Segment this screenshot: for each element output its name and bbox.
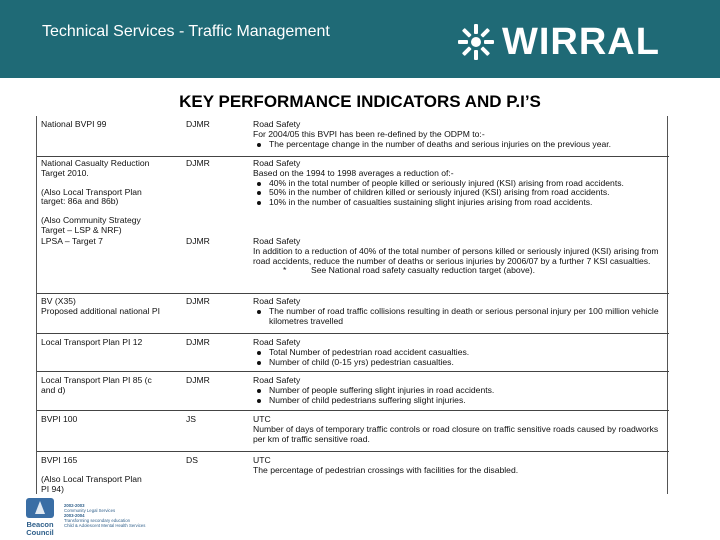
description-cell	[253, 338, 665, 367]
indicator-cell	[41, 120, 181, 130]
beacon-word-2: Council	[26, 528, 54, 537]
indicator-note: (Also Community Strategy	[41, 215, 141, 226]
kpi-row-casualty-target	[37, 156, 669, 235]
description-text: In addition to a reduction of 40% of the total number of persons killed or seriously injured (KSI) arising from road accidents, reduce the number of deaths or serious injuries by 2006/07 by a further 7 KSI casualties.	[253, 245, 659, 266]
description-text: The percentage of pedestrian crossings with facilities for the disabled.	[253, 464, 519, 475]
indicator-name: and d)	[41, 384, 66, 395]
beacon-award: Community Legal Services	[64, 508, 116, 513]
footnote-mark: *	[283, 265, 287, 276]
indicator-name: Target 2010.	[41, 167, 89, 178]
description-bullet: 10% in the number of casualties sustaining slight injuries arising from road accidents.	[253, 198, 665, 208]
description-title: Road Safety	[253, 337, 301, 347]
indicator-name: National BVPI 99	[41, 119, 107, 129]
indicator-name: BVPI 100	[41, 414, 78, 424]
indicator-cell	[41, 237, 181, 247]
indicator-name: BV (X35)	[41, 296, 76, 306]
owner-cell: JS	[186, 414, 197, 424]
kpi-row-bv-x35	[37, 293, 669, 326]
owner-cell: DJMR	[186, 119, 210, 129]
owner-cell: DJMR	[186, 296, 210, 306]
indicator-cell	[41, 159, 181, 236]
owner-cell: DJMR	[186, 375, 210, 385]
indicator-note: (Also Local Transport Plan	[41, 186, 142, 197]
indicator-cell	[41, 297, 181, 317]
description-cell	[253, 237, 665, 276]
beacon-award: Child & Adolescent Mental Health Services	[64, 523, 146, 528]
kpi-row-ltp-pi-85	[37, 371, 669, 405]
kpi-row-bvpi-100	[37, 410, 669, 444]
indicator-name: Proposed additional national PI	[41, 305, 160, 316]
indicator-cell	[41, 376, 181, 396]
description-bullet: 40% in the total number of people killed or seriously injured (KSI) arising from road accidents.	[253, 179, 665, 189]
description-title: UTC	[253, 414, 271, 424]
indicator-note: Target – LSP & NRF)	[41, 224, 122, 235]
indicator-name: BVPI 165	[41, 455, 78, 465]
beacon-year: 2003-2004	[64, 513, 85, 518]
page-heading: KEY PERFORMANCE INDICATORS AND P.I’S	[179, 92, 541, 111]
description-cell	[253, 159, 665, 208]
indicator-cell	[41, 456, 181, 494]
description-bullet: Number of child (0-15 yrs) pedestrian casualties.	[253, 358, 665, 368]
indicator-name: Local Transport Plan PI 85 (c	[41, 375, 152, 385]
beacon-word-1: Beacon	[26, 520, 54, 529]
owner-cell: DS	[186, 455, 198, 465]
description-title: Road Safety	[253, 119, 301, 129]
kpi-row-ltp-pi-12	[37, 333, 669, 367]
description-title: Road Safety	[253, 236, 301, 246]
description-title: Road Safety	[253, 296, 301, 306]
description-bullet: Number of child pedestrians suffering slight injuries.	[253, 396, 665, 406]
description-text: Based on the 1994 to 1998 averages a reduction of:-	[253, 167, 454, 178]
indicator-note: target: 86a and 86b)	[41, 196, 119, 207]
indicator-cell	[41, 338, 181, 348]
wirral-logo	[456, 20, 660, 64]
beacon-council-badge	[22, 497, 172, 537]
description-cell	[253, 120, 665, 149]
description-bullet: The percentage change in the number of deaths and serious injuries on the previous year.	[253, 140, 665, 150]
description-bullet: Total Number of pedestrian road accident casualties.	[253, 348, 665, 358]
description-title: Road Safety	[253, 158, 301, 168]
description-text: Number of days of temporary traffic controls or road closure on traffic sensitive roads caused by roadworks per km of traffic sensitive road.	[253, 423, 659, 444]
description-text: For 2004/05 this BVPI has been re-defined by the ODPM to:-	[253, 128, 485, 139]
page-header-title: Technical Services - Traffic Management	[42, 23, 330, 40]
description-cell	[253, 456, 665, 476]
wirral-logo-text: WIRRAL	[502, 21, 660, 63]
description-bullet: 50% in the number of children killed or seriously injured (KSI) arising from road accidents.	[253, 188, 665, 198]
footnote-text: See National road safety casualty reduction target (above).	[311, 265, 536, 276]
kpi-table	[36, 116, 668, 494]
header-banner	[0, 0, 720, 78]
indicator-note: PI 94)	[41, 483, 64, 494]
description-title: UTC	[253, 455, 271, 465]
description-cell	[253, 415, 665, 444]
description-cell	[253, 297, 665, 326]
indicator-name: LPSA – Target 7	[41, 236, 103, 246]
beacon-council-logo	[22, 497, 58, 537]
wirral-emblem-icon	[456, 22, 496, 62]
indicator-cell	[41, 415, 181, 425]
beacon-award-list	[64, 503, 145, 528]
indicator-name: Local Transport Plan PI 12	[41, 337, 143, 347]
indicator-name: National Casualty Reduction	[41, 158, 150, 168]
beacon-year: 2002-2003	[64, 503, 85, 508]
description-cell	[253, 376, 665, 405]
description-bullet: Number of people suffering slight injuries in road accidents.	[253, 386, 665, 396]
kpi-row-bvpi-165	[37, 451, 669, 494]
footnote	[253, 266, 665, 276]
description-bullet: The number of road traffic collisions resulting in death or serious personal injury per 100 million vehicle kilometres travelled	[253, 307, 665, 327]
indicator-note: (Also Local Transport Plan	[41, 473, 142, 484]
description-title: Road Safety	[253, 375, 301, 385]
beacon-award: Transforming secondary education	[64, 518, 130, 523]
owner-cell: DJMR	[186, 236, 210, 246]
owner-cell: DJMR	[186, 158, 210, 168]
owner-cell: DJMR	[186, 337, 210, 347]
